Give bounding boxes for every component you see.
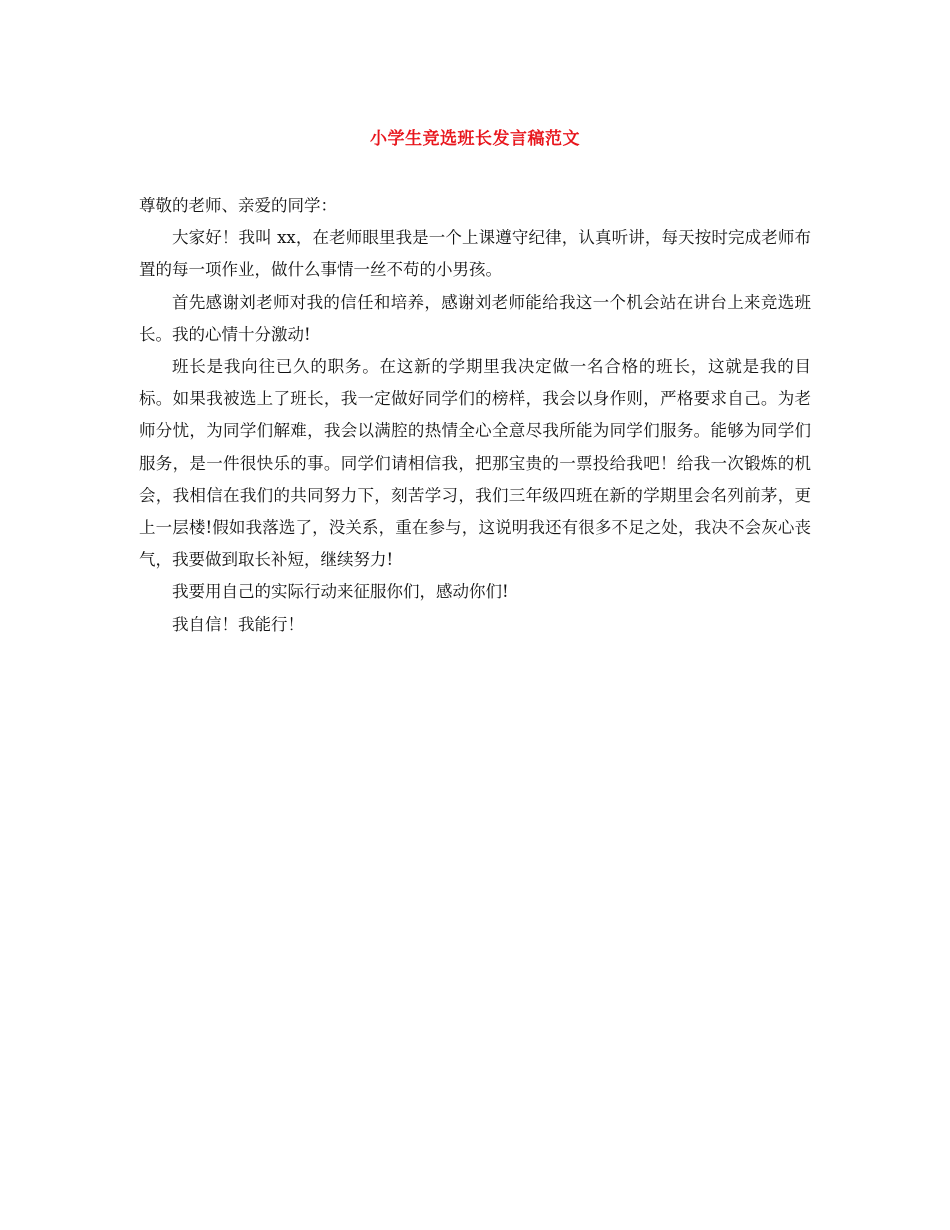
paragraph-goals: 班长是我向往已久的职务。在这新的学期里我决定做一名合格的班长，这就是我的目标。如果我被选上了班长，我一定做好同学们的榜样，我会以身作则，严格要求自己。为老师分忧，为同学们解难，我会以满腔的热情全心全意尽我所能为同学们服务。能够为同学们服务，是一件很快乐的事。同学们请相信我，把那宝贵的一票投给我吧！给我一次锻炼的机会，我相信在我们的共同努力下，刻苦学习，我们三年级四班在新的学期里会名列前茅，更上一层楼!假如我落选了，没关系，重在参与，这说明我还有很多不足之处，我决不会灰心丧气，我要做到取长补短，继续努力!	[139, 357, 811, 570]
paragraph-thanks: 首先感谢刘老师对我的信任和培养，感谢刘老师能给我这一个机会站在讲台上来竞选班长。我的心情十分激动!	[139, 292, 811, 344]
paragraph-introduction: 大家好！我叫 xx，在老师眼里我是一个上课遵守纪律，认真听讲，每天按时完成老师布置的每一项作业，做什么事情一丝不苟的小男孩。	[139, 228, 811, 280]
paragraph-action: 我要用自己的实际行动来征服你们，感动你们!	[172, 582, 509, 602]
document-body	[139, 190, 811, 641]
paragraph-closing: 我自信！我能行！	[172, 614, 304, 634]
salutation: 尊敬的老师、亲爱的同学：	[139, 196, 337, 215]
document-title: 小学生竞选班长发言稿范文	[370, 129, 580, 149]
